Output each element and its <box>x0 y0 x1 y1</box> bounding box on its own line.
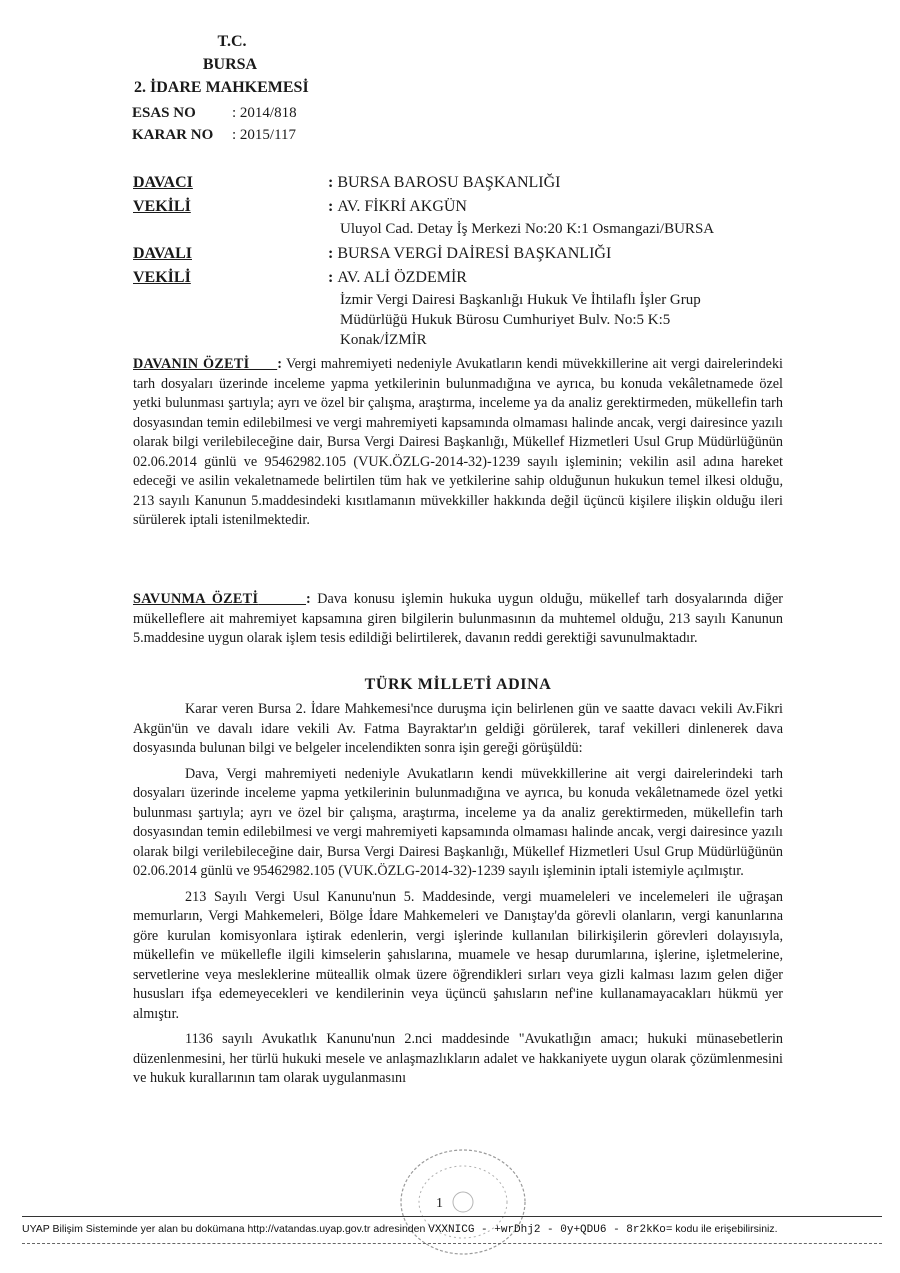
footer-access-code: VXXNICG - +wrDhj2 - 0y+QDU6 - 8r2kKo= <box>428 1224 673 1236</box>
claim-summary: DAVANIN ÖZETİ : Vergi mahremiyeti nedeniyle Avukatların kendi müvekkillerine ait vergi dairelerindeki tarh dosyaları üzerinde inceleme yapma yetkilerinin bulunmadığına ve ayrıca, bu konuda vekâletnamede özel yetki bulunması şartıyla; ayrı ve özel bir çalışma, araştırma, inceleme ya da analiz gerektirmeden, mükellefin tarh dosyasından temin edilebilmesi ve vergi mahremiyeti kapsamında olmaması halinde ancak, vergi dairesince yazılı olarak bilgi verilebileceğine dair, Bursa Vergi Dairesi Başkanlığı, Mükellef Hizmetleri Usul Grup Müdürlüğünün 02.06.2014 günlü ve 95462982.105 (VUK.ÖZLG-2014-32)-1239 sayılı işleminin; vekilin asil adına hareket edeceği ve asilin vekaletnamede belirtilen tüm hak ve yetkilerine sahip olduğunun hukukun temel ilkesi olduğu, 213 sayılı Kanunun 5.maddesindeki kısıtlamanın müvekkiller hakkında değil üçüncü kişilere ilişkin olduğu ileri sürülerek iptali istenilmektedir. <box>133 356 783 528</box>
defendant-counsel-value: AV. ALİ ÖZDEMİR <box>337 269 467 286</box>
official-seal <box>388 1140 538 1260</box>
defense-summary-label: SAVUNMA ÖZETİ <box>133 591 259 607</box>
plaintiff-counsel-row: VEKİLİ : AV. FİKRİ AKGÜN <box>133 198 467 215</box>
defendant-value: BURSA VERGİ DAİRESİ BAŞKANLIĞI <box>337 245 612 262</box>
defendant-counsel-label: VEKİLİ <box>133 269 191 286</box>
header-city: BURSA <box>202 56 258 73</box>
page-number: 1 <box>436 1196 443 1211</box>
plaintiff-counsel-address: Uluyol Cad. Detay İş Merkezi No:20 K:1 Osmangazi/BURSA <box>340 221 715 237</box>
claim-summary-label: DAVANIN ÖZETİ <box>133 356 250 372</box>
case-no-label: ESAS NO <box>132 105 196 121</box>
footer-rule-bottom <box>22 1243 882 1244</box>
footer-rule-top <box>22 1216 882 1217</box>
decision-title: TÜRK MİLLETİ ADINA <box>364 676 552 693</box>
decision-paragraph-2: Dava, Vergi mahremiyeti nedeniyle Avukatların kendi müvekkillerine ait vergi dairelerindeki tarh dosyaları üzerinde inceleme yapma yetkilerinin bulunmadığına ve ayrıca, bu konuda vekâletnamede özel yetki bulunması şartıyla; ayrı ve özel bir çalışma, araştırma, inceleme ya da analiz gerektirmeden, mükellefin tarh dosyasından temin edilebilmesi ve vergi mahremiyeti kapsamında olmaması halinde ancak, vergi dairesince yazılı olarak bilgi verilebileceğine dair, Bursa Vergi Dairesi Başkanlığı, Mükellef Hizmetleri Usul Grup Müdürlüğünün 02.06.2014 günlü ve 95462982.105 (VUK.ÖZLG-2014-32)-1239 sayılı işleminin iptali istemiyle açılmıştır. <box>133 765 783 879</box>
case-no-row <box>132 104 297 123</box>
decision-paragraph-4: 1136 sayılı Avukatlık Kanunu'nun 2.nci maddesinde "Avukatlığın amacı; hukuki münasebetlerin düzenlenmesini, her türlü hukuki mesele ve anlaşmazlıkların adalet ve hakkaniyete uygun olarak çözümlenmesini ve hukuk kurallarının tam olarak uygulanmasını <box>133 1031 783 1086</box>
plaintiff-row: DAVACI : BURSA BAROSU BAŞKANLIĞI <box>133 174 561 191</box>
plaintiff-label: DAVACI <box>133 174 193 191</box>
footer-text-after: kodu ile erişebilirsiniz. <box>675 1223 778 1235</box>
defendant-counsel-address-line-3: Konak/İZMİR <box>340 332 427 348</box>
header-court: 2. İDARE MAHKEMESİ <box>134 79 309 96</box>
defendant-counsel-address-line-2: Müdürlüğü Hukuk Bürosu Cumhuriyet Bulv. No:5 K:5 <box>340 312 671 328</box>
claim-summary-text: Vergi mahremiyeti nedeniyle Avukatların kendi müvekkillerine ait vergi dairelerindeki tarh dosyaları üzerinde inceleme yapma yetkilerinin bulunmadığına ve ayrıca, bu konuda vekâletnamede özel yetki bulunması şartıyla; ayrı ve özel bir çalışma, araştırma, inceleme ya da analiz gerektirmeden, mükellefin tarh dosyasından temin edilebilmesi ve vergi mahremiyeti kapsamında olmaması halinde ancak, vergi dairesince yazılı olarak bilgi verilebileceğine dair, Bursa Vergi Dairesi Başkanlığı, Mükellef Hizmetleri Usul Grup Müdürlüğünün 02.06.2014 günlü ve 95462982.105 (VUK.ÖZLG-2014-32)-1239 sayılı işleminin; vekilin asil adına hareket edeceği ve asilin vekaletnamede belirtilen tüm hak ve yetkilerine sahip olduğunun hukukun temel ilkesi olduğu, 213 sayılı Kanunun 5.maddesindeki kısıtlamanın müvekkiller hakkında değil üçüncü kişilere ilişkin olduğu ileri sürülerek iptali istenilmektedir. <box>133 356 783 528</box>
plaintiff-counsel-label: VEKİLİ <box>133 198 191 215</box>
plaintiff-value: BURSA BAROSU BAŞKANLIĞI <box>337 174 561 191</box>
decision-paragraph-1: Karar veren Bursa 2. İdare Mahkemesi'nce duruşma için belirlenen gün ve saatte davacı vekili Av.Fikri Akgün'ün ve davalı idare vekili Av. Fatma Bayraktar'ın geldiği görülerek, taraf vekilleri dinlenerek dava dosyasında bulunan bilgi ve belgeler incelendikten sonra işin gereği görüşüldü: <box>133 701 783 756</box>
decision-body <box>133 700 783 1089</box>
defense-summary-text: Dava konusu işlemin hukuka uygun olduğu, mükellef tarh dosyalarında diğer mükelleflere ait mahremiyet kapsamına giren bilgilerin bulunmasının da muhtemel olduğu, 213 sayılı Kanunun 5.maddesine uygun olarak işlem tesis edildiği belirtilerek, davanın reddi gerektiği savunulmaktadır. <box>133 591 784 646</box>
defendant-row: DAVALI : BURSA VERGİ DAİRESİ BAŞKANLIĞI <box>133 245 612 262</box>
decision-paragraph-3: 213 Sayılı Vergi Usul Kanunu'nun 5. Maddesinde, vergi muameleleri ve incelemeleri ile uğraşan memurların, Vergi Mahkemeleri, Bölge İdare Mahkemeleri ve Danıştay'da görevli olanların, vergi kanunlarına göre kurulan komisyonlara iştirak edenlerin, vergi işlerinde kullanılan bilirkişilerin görevleri dolayısıyla, mükellefin ve mükellefle ilgili kimselerin şahıslarına, muamele ve hesap durumlarına, işlerine, işletmelerine, servetlerine veya mesleklerine müteallik olmak üzere öğrendikleri sırları veya gizli kalması lazım gelen diğer hususları ifşa edemeyecekleri ve kendilerinin veya üçüncü şahısların nef'ine kullanamayacakları hükmü yer almıştır. <box>133 888 783 1022</box>
decision-no-value: : 2015/117 <box>232 127 297 143</box>
defendant-label: DAVALI <box>133 245 192 262</box>
decision-no-row <box>132 126 296 145</box>
defendant-counsel-address-line-1: İzmir Vergi Dairesi Başkanlığı Hukuk Ve İhtilaflı İşler Grup <box>340 292 701 308</box>
decision-no-label: KARAR NO <box>132 127 214 143</box>
footer <box>22 1223 882 1236</box>
defense-summary: SAVUNMA ÖZETİ : Dava konusu işlemin hukuka uygun olduğu, mükellef tarh dosyalarında diğer mükelleflere ait mahremiyet kapsamına giren bilgilerin bulunmasının da muhtemel olduğu, 213 sayılı Kanunun 5.maddesine uygun olarak işlem tesis edildiği belirtilerek, davanın reddi gerektiği savunulmaktadır. <box>133 591 784 646</box>
header-country: T.C. <box>217 33 247 50</box>
defendant-counsel-row: VEKİLİ : AV. ALİ ÖZDEMİR <box>133 269 467 286</box>
plaintiff-counsel-value: AV. FİKRİ AKGÜN <box>337 198 467 215</box>
case-no-value: : 2014/818 <box>232 105 297 121</box>
footer-text-before: UYAP Bilişim Sisteminde yer alan bu dokümana http://vatandas.uyap.gov.tr adresinden <box>22 1223 426 1235</box>
